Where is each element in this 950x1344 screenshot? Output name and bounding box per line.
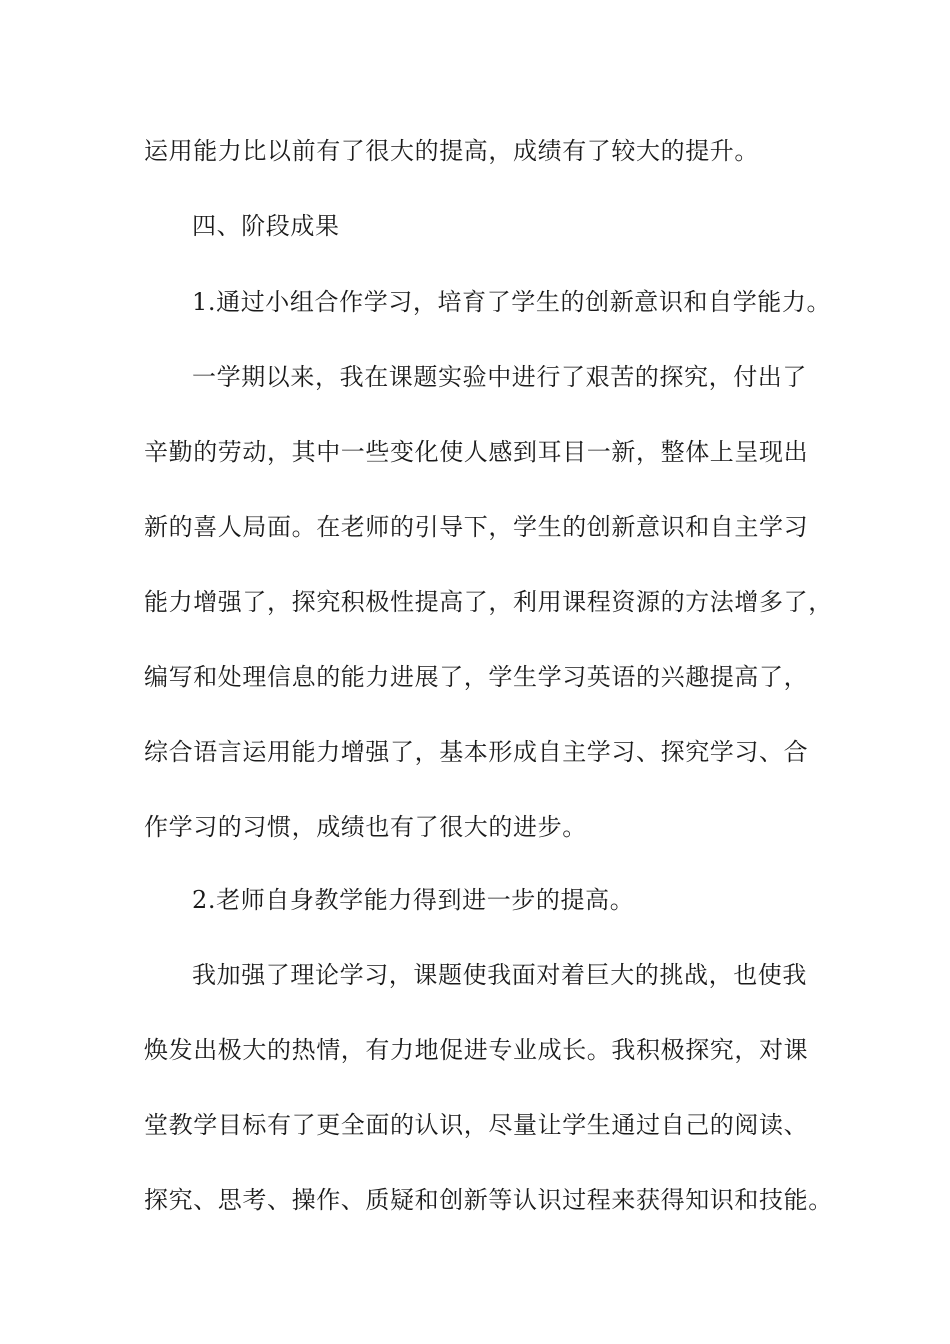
paragraph-first-line: 我加强了理论学习，课题使我面对着巨大的挑战，也使我	[192, 961, 807, 989]
section-heading: 四、阶段成果	[192, 212, 340, 240]
body-text-line: 堂教学目标有了更全面的认识，尽量让学生通过自己的阅读、	[144, 1111, 809, 1139]
body-text-line: 探究、思考、操作、质疑和创新等认识过程来获得知识和技能。	[144, 1186, 833, 1214]
body-text-line: 运用能力比以前有了很大的提高，成绩有了较大的提升。	[144, 137, 759, 165]
subsection-heading: 2.老师自身教学能力得到进一步的提高。	[192, 886, 635, 914]
body-text-line: 辛勤的劳动，其中一些变化使人感到耳目一新，整体上呈现出	[144, 438, 809, 466]
body-text-line: 焕发出极大的热情，有力地促进专业成长。我积极探究，对课	[144, 1036, 809, 1064]
body-text-line: 编写和处理信息的能力进展了，学生学习英语的兴趣提高了，	[144, 663, 809, 691]
subsection-heading: 1.通过小组合作学习，培育了学生的创新意识和自学能力。	[192, 288, 832, 316]
body-text-line: 能力增强了，探究积极性提高了，利用课程资源的方法增多了，	[144, 588, 833, 616]
body-text-line: 新的喜人局面。在老师的引导下，学生的创新意识和自主学习	[144, 513, 809, 541]
body-text-line: 综合语言运用能力增强了，基本形成自主学习、探究学习、合	[144, 738, 809, 766]
body-text-line: 作学习的习惯，成绩也有了很大的进步。	[144, 813, 587, 841]
paragraph-first-line: 一学期以来，我在课题实验中进行了艰苦的探究，付出了	[192, 363, 807, 391]
